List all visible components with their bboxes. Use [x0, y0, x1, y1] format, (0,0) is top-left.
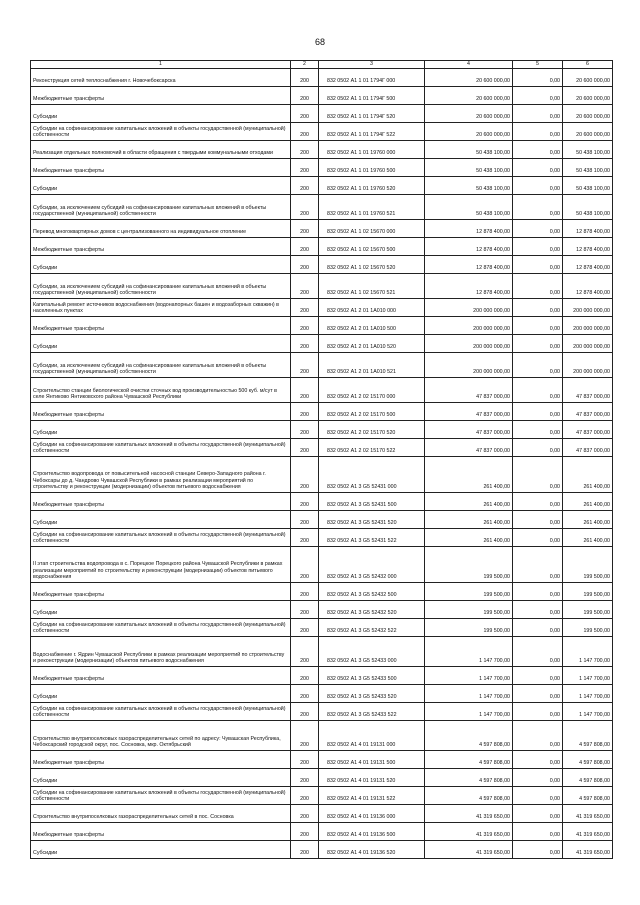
row-total: 261 400,00 — [563, 529, 613, 547]
row-col2: 200 — [291, 69, 319, 87]
row-col2: 200 — [291, 769, 319, 787]
row-name: Перевод многоквартирных домов с централизованного на индивидуальное отопление — [31, 220, 291, 238]
table-row — [31, 141, 613, 159]
row-total: 1 147 700,00 — [563, 667, 613, 685]
table-row — [31, 583, 613, 601]
row-total: 200 000 000,00 — [563, 353, 613, 378]
row-code: 832 0502 А1 3 G5 52431 520 — [319, 511, 425, 529]
row-amount: 199 500,00 — [425, 601, 513, 619]
row-col5: 0,00 — [513, 841, 563, 859]
row-amount: 200 000 000,00 — [425, 299, 513, 317]
table-row — [31, 177, 613, 195]
row-col2: 200 — [291, 141, 319, 159]
row-amount: 261 400,00 — [425, 511, 513, 529]
row-col5: 0,00 — [513, 105, 563, 123]
row-amount: 200 000 000,00 — [425, 335, 513, 353]
row-code: 832 0502 А1 2 01 1А010 500 — [319, 317, 425, 335]
row-name: Межбюджетные трансферты — [31, 667, 291, 685]
row-amount: 50 438 100,00 — [425, 177, 513, 195]
row-name: Капитальный ремонт источников водоснабжения (водонапорных башен и водозаборных скважин) в населенных пунктах — [31, 299, 291, 317]
row-col2: 200 — [291, 105, 319, 123]
row-name: Субсидии на софинансирование капитальных вложений в объекты государственной (муниципальной) собственности — [31, 123, 291, 141]
row-name: Субсидии — [31, 421, 291, 439]
row-amount: 12 878 400,00 — [425, 220, 513, 238]
row-col2: 200 — [291, 721, 319, 751]
row-col2: 200 — [291, 583, 319, 601]
row-amount: 41 319 650,00 — [425, 805, 513, 823]
row-amount: 20 600 000,00 — [425, 123, 513, 141]
row-total: 200 000 000,00 — [563, 299, 613, 317]
row-total: 41 319 650,00 — [563, 823, 613, 841]
row-col2: 200 — [291, 238, 319, 256]
row-total: 50 438 100,00 — [563, 159, 613, 177]
row-code: 832 0502 А1 4 01 19131 522 — [319, 787, 425, 805]
row-col5: 0,00 — [513, 177, 563, 195]
row-name: Субсидии, за исключением субсидий на софинансирование капитальных вложений в объекты государственной (муниципальной) собственности — [31, 195, 291, 220]
row-col2: 200 — [291, 421, 319, 439]
table-row — [31, 769, 613, 787]
row-code: 832 0502 А1 2 01 1А010 000 — [319, 299, 425, 317]
row-total: 4 597 808,00 — [563, 751, 613, 769]
row-code: 832 0502 А1 1 01 19760 521 — [319, 195, 425, 220]
table-row — [31, 619, 613, 637]
row-total: 1 147 700,00 — [563, 637, 613, 667]
row-col5: 0,00 — [513, 141, 563, 159]
row-amount: 4 597 808,00 — [425, 769, 513, 787]
table-row — [31, 457, 613, 493]
row-col2: 200 — [291, 317, 319, 335]
row-name: Межбюджетные трансферты — [31, 493, 291, 511]
row-code: 832 0502 А1 1 01 1794Г 000 — [319, 69, 425, 87]
row-code: 832 0502 А1 3 G5 52433 500 — [319, 667, 425, 685]
row-col5: 0,00 — [513, 195, 563, 220]
row-code: 832 0502 А1 4 01 19136 520 — [319, 841, 425, 859]
row-col2: 200 — [291, 87, 319, 105]
row-total: 199 500,00 — [563, 547, 613, 583]
row-code: 832 0502 А1 3 G5 52432 000 — [319, 547, 425, 583]
row-total: 12 878 400,00 — [563, 274, 613, 299]
row-code: 832 0502 А1 1 02 15670 521 — [319, 274, 425, 299]
row-name: Субсидии, за исключением субсидий на софинансирование капитальных вложений в объекты государственной (муниципальной) собственности — [31, 353, 291, 378]
row-col5: 0,00 — [513, 378, 563, 403]
row-code: 832 0502 А1 3 G5 52432 520 — [319, 601, 425, 619]
row-total: 47 837 000,00 — [563, 421, 613, 439]
row-name: Межбюджетные трансферты — [31, 238, 291, 256]
table-row — [31, 195, 613, 220]
row-code: 832 0502 А1 1 02 15670 000 — [319, 220, 425, 238]
row-name: Межбюджетные трансферты — [31, 751, 291, 769]
row-col2: 200 — [291, 547, 319, 583]
row-amount: 1 147 700,00 — [425, 637, 513, 667]
table-row — [31, 105, 613, 123]
row-col2: 200 — [291, 493, 319, 511]
row-name: Межбюджетные трансферты — [31, 317, 291, 335]
row-col5: 0,00 — [513, 439, 563, 457]
table-row — [31, 841, 613, 859]
row-name: Субсидии — [31, 685, 291, 703]
table-row — [31, 220, 613, 238]
row-code: 832 0502 А1 4 01 19136 000 — [319, 805, 425, 823]
row-code: 832 0502 А1 2 01 1А010 521 — [319, 353, 425, 378]
table-row — [31, 493, 613, 511]
row-col5: 0,00 — [513, 335, 563, 353]
row-amount: 41 319 650,00 — [425, 841, 513, 859]
row-total: 4 597 808,00 — [563, 787, 613, 805]
row-total: 1 147 700,00 — [563, 703, 613, 721]
row-code: 832 0502 А1 3 G5 52433 522 — [319, 703, 425, 721]
row-total: 1 147 700,00 — [563, 685, 613, 703]
row-col2: 200 — [291, 256, 319, 274]
row-name: Субсидии на софинансирование капитальных вложений в объекты государственной (муниципальной) собственности — [31, 529, 291, 547]
row-col5: 0,00 — [513, 787, 563, 805]
row-col5: 0,00 — [513, 619, 563, 637]
row-col5: 0,00 — [513, 353, 563, 378]
row-col5: 0,00 — [513, 69, 563, 87]
table-row — [31, 439, 613, 457]
table-row — [31, 403, 613, 421]
row-name: Субсидии — [31, 841, 291, 859]
row-code: 832 0502 А1 3 G5 52433 000 — [319, 637, 425, 667]
row-col5: 0,00 — [513, 637, 563, 667]
row-total: 50 438 100,00 — [563, 177, 613, 195]
row-code: 832 0502 А1 4 01 19131 000 — [319, 721, 425, 751]
row-col5: 0,00 — [513, 274, 563, 299]
row-name: Строительство внутрипоселковых газораспределительных сетей в пос. Сосновка — [31, 805, 291, 823]
row-total: 41 319 650,00 — [563, 841, 613, 859]
row-col2: 200 — [291, 439, 319, 457]
row-amount: 261 400,00 — [425, 457, 513, 493]
row-col2: 200 — [291, 511, 319, 529]
row-amount: 4 597 808,00 — [425, 721, 513, 751]
row-col2: 200 — [291, 841, 319, 859]
row-col5: 0,00 — [513, 511, 563, 529]
row-col5: 0,00 — [513, 256, 563, 274]
row-col5: 0,00 — [513, 493, 563, 511]
row-name: Реализация отдельных полномочий в области обращения с твердыми коммунальными отходами — [31, 141, 291, 159]
row-amount: 261 400,00 — [425, 493, 513, 511]
row-col5: 0,00 — [513, 403, 563, 421]
row-col2: 200 — [291, 529, 319, 547]
row-name: Межбюджетные трансферты — [31, 403, 291, 421]
row-name: Строительство станции биологической очистки сточных вод производительностью 500 куб. м/сут в селе Янтиково Янтиковского района Чувашской Республики — [31, 378, 291, 403]
table-row — [31, 721, 613, 751]
row-col5: 0,00 — [513, 220, 563, 238]
table-row — [31, 353, 613, 378]
table-row — [31, 159, 613, 177]
table-row — [31, 421, 613, 439]
row-col2: 200 — [291, 457, 319, 493]
row-name: Субсидии — [31, 769, 291, 787]
table-row — [31, 685, 613, 703]
row-code: 832 0502 А1 1 01 19760 000 — [319, 141, 425, 159]
table-row — [31, 703, 613, 721]
table-row — [31, 511, 613, 529]
row-code: 832 0502 А1 1 01 1794Г 520 — [319, 105, 425, 123]
row-name: Субсидии на софинансирование капитальных вложений в объекты государственной (муниципальной) собственности — [31, 703, 291, 721]
row-name: Межбюджетные трансферты — [31, 823, 291, 841]
row-col5: 0,00 — [513, 769, 563, 787]
row-col2: 200 — [291, 637, 319, 667]
table-row — [31, 823, 613, 841]
row-total: 261 400,00 — [563, 511, 613, 529]
table-row — [31, 667, 613, 685]
row-code: 832 0502 А1 2 02 15170 522 — [319, 439, 425, 457]
row-col5: 0,00 — [513, 547, 563, 583]
row-name: Межбюджетные трансферты — [31, 159, 291, 177]
row-col2: 200 — [291, 601, 319, 619]
row-col2: 200 — [291, 159, 319, 177]
row-col5: 0,00 — [513, 238, 563, 256]
row-code: 832 0502 А1 1 01 19760 520 — [319, 177, 425, 195]
row-name: Субсидии, за исключением субсидий на софинансирование капитальных вложений в объекты государственной (муниципальной) собственности — [31, 274, 291, 299]
row-code: 832 0502 А1 1 02 15670 500 — [319, 238, 425, 256]
row-total: 47 837 000,00 — [563, 378, 613, 403]
header-col-4: 4 — [425, 61, 513, 69]
row-name: Межбюджетные трансферты — [31, 87, 291, 105]
row-code: 832 0502 А1 4 01 19136 500 — [319, 823, 425, 841]
row-total: 50 438 100,00 — [563, 141, 613, 159]
row-code: 832 0502 А1 3 G5 52431 000 — [319, 457, 425, 493]
row-name: Межбюджетные трансферты — [31, 583, 291, 601]
row-amount: 50 438 100,00 — [425, 141, 513, 159]
row-total: 4 597 808,00 — [563, 769, 613, 787]
row-total: 261 400,00 — [563, 493, 613, 511]
page-number: 68 — [314, 37, 325, 47]
row-code: 832 0502 А1 4 01 19131 520 — [319, 769, 425, 787]
header-col-3: 3 — [319, 61, 425, 69]
row-name: II этап строительства водопровода в с. Порецкое Порецкого района Чувашской Республики в рамках реализации мероприятий по строительству и реконструкции (модернизации) объектов питьевого водоснабжения — [31, 547, 291, 583]
row-amount: 50 438 100,00 — [425, 195, 513, 220]
row-name: Субсидии — [31, 177, 291, 195]
row-col5: 0,00 — [513, 317, 563, 335]
row-code: 832 0502 А1 1 02 15670 520 — [319, 256, 425, 274]
row-code: 832 0502 А1 4 01 19131 500 — [319, 751, 425, 769]
row-total: 200 000 000,00 — [563, 317, 613, 335]
row-col2: 200 — [291, 299, 319, 317]
row-col2: 200 — [291, 805, 319, 823]
table-row — [31, 601, 613, 619]
row-total: 199 500,00 — [563, 619, 613, 637]
row-col2: 200 — [291, 335, 319, 353]
header-col-5: 5 — [513, 61, 563, 69]
row-name: Субсидии на софинансирование капитальных вложений в объекты государственной (муниципальной) собственности — [31, 619, 291, 637]
table-row — [31, 529, 613, 547]
table-row — [31, 805, 613, 823]
row-amount: 1 147 700,00 — [425, 667, 513, 685]
row-total: 41 319 650,00 — [563, 805, 613, 823]
table-row — [31, 123, 613, 141]
row-code: 832 0502 А1 1 01 1794Г 500 — [319, 87, 425, 105]
row-col2: 200 — [291, 685, 319, 703]
row-col5: 0,00 — [513, 87, 563, 105]
table-row — [31, 637, 613, 667]
row-col5: 0,00 — [513, 703, 563, 721]
row-col2: 200 — [291, 667, 319, 685]
row-col2: 200 — [291, 195, 319, 220]
row-code: 832 0502 А1 3 G5 52431 522 — [319, 529, 425, 547]
row-total: 20 600 000,00 — [563, 123, 613, 141]
header-col-1: 1 — [31, 61, 291, 69]
row-col2: 200 — [291, 378, 319, 403]
row-total: 12 878 400,00 — [563, 238, 613, 256]
row-name: Реконструкция сетей теплоснабжения г. Новочебоксарска — [31, 69, 291, 87]
row-name: Субсидии на софинансирование капитальных вложений в объекты государственной (муниципальной) собственности — [31, 787, 291, 805]
row-total: 199 500,00 — [563, 601, 613, 619]
row-col5: 0,00 — [513, 529, 563, 547]
budget-table — [30, 60, 613, 859]
row-name: Субсидии — [31, 335, 291, 353]
row-col2: 200 — [291, 220, 319, 238]
row-name: Строительство водопровода от повысительной насосной станции Северо-Западного района г. Чебоксары до д. Чандрово Чувашской Республики в рамках реализации мероприятий по строительству и реконструкции (модернизации) объектов питьевого водоснабжения — [31, 457, 291, 493]
row-code: 832 0502 А1 2 01 1А010 520 — [319, 335, 425, 353]
row-code: 832 0502 А1 1 01 19760 500 — [319, 159, 425, 177]
row-amount: 200 000 000,00 — [425, 353, 513, 378]
row-total: 20 600 000,00 — [563, 105, 613, 123]
budget-table-body — [31, 61, 613, 859]
row-col2: 200 — [291, 403, 319, 421]
row-col2: 200 — [291, 619, 319, 637]
row-code: 832 0502 А1 3 G5 52431 500 — [319, 493, 425, 511]
row-amount: 261 400,00 — [425, 529, 513, 547]
row-amount: 20 600 000,00 — [425, 105, 513, 123]
header-row — [31, 61, 613, 69]
row-col5: 0,00 — [513, 583, 563, 601]
row-total: 4 597 808,00 — [563, 721, 613, 751]
table-row — [31, 256, 613, 274]
row-amount: 12 878 400,00 — [425, 238, 513, 256]
table-row — [31, 378, 613, 403]
row-total: 47 837 000,00 — [563, 439, 613, 457]
row-col2: 200 — [291, 177, 319, 195]
row-col2: 200 — [291, 353, 319, 378]
table-row — [31, 87, 613, 105]
row-amount: 20 600 000,00 — [425, 69, 513, 87]
row-amount: 199 500,00 — [425, 583, 513, 601]
table-row — [31, 317, 613, 335]
row-total: 50 438 100,00 — [563, 195, 613, 220]
table-row — [31, 547, 613, 583]
row-col5: 0,00 — [513, 721, 563, 751]
row-col5: 0,00 — [513, 805, 563, 823]
row-total: 20 600 000,00 — [563, 87, 613, 105]
row-col2: 200 — [291, 703, 319, 721]
row-amount: 50 438 100,00 — [425, 159, 513, 177]
row-col5: 0,00 — [513, 123, 563, 141]
row-amount: 41 319 650,00 — [425, 823, 513, 841]
row-name: Субсидии — [31, 601, 291, 619]
row-amount: 47 837 000,00 — [425, 378, 513, 403]
table-row — [31, 69, 613, 87]
row-name: Субсидии на софинансирование капитальных вложений в объекты государственной (муниципальной) собственности — [31, 439, 291, 457]
row-amount: 200 000 000,00 — [425, 317, 513, 335]
table-row — [31, 299, 613, 317]
table-row — [31, 274, 613, 299]
header-col-6: 6 — [563, 61, 613, 69]
header-col-2: 2 — [291, 61, 319, 69]
row-code: 832 0502 А1 3 G5 52432 500 — [319, 583, 425, 601]
row-amount: 199 500,00 — [425, 547, 513, 583]
row-col2: 200 — [291, 274, 319, 299]
row-amount: 199 500,00 — [425, 619, 513, 637]
row-col5: 0,00 — [513, 667, 563, 685]
row-amount: 12 878 400,00 — [425, 274, 513, 299]
row-amount: 47 837 000,00 — [425, 439, 513, 457]
row-amount: 20 600 000,00 — [425, 87, 513, 105]
row-name: Строительство внутрипоселковых газораспределительных сетей по адресу: Чувашская Республика, Чебоксарский городской округ, пос. Сосновка, мкр. Октябрьский — [31, 721, 291, 751]
row-amount: 4 597 808,00 — [425, 787, 513, 805]
row-amount: 1 147 700,00 — [425, 703, 513, 721]
row-total: 200 000 000,00 — [563, 335, 613, 353]
row-name: Субсидии — [31, 105, 291, 123]
table-row — [31, 751, 613, 769]
row-total: 12 878 400,00 — [563, 220, 613, 238]
row-amount: 12 878 400,00 — [425, 256, 513, 274]
row-name: Субсидии — [31, 511, 291, 529]
row-code: 832 0502 А1 2 02 15170 000 — [319, 378, 425, 403]
row-col2: 200 — [291, 787, 319, 805]
row-amount: 47 837 000,00 — [425, 421, 513, 439]
row-col5: 0,00 — [513, 457, 563, 493]
row-amount: 4 597 808,00 — [425, 751, 513, 769]
row-total: 199 500,00 — [563, 583, 613, 601]
row-code: 832 0502 А1 2 02 15170 500 — [319, 403, 425, 421]
row-col2: 200 — [291, 823, 319, 841]
row-col5: 0,00 — [513, 685, 563, 703]
row-name: Водоснабжение г. Ядрин Чувашской Республики в рамках реализации мероприятий по строительству и реконструкции (модернизации) объектов питьевого водоснабжения — [31, 637, 291, 667]
table-row — [31, 335, 613, 353]
row-amount: 1 147 700,00 — [425, 685, 513, 703]
row-total: 261 400,00 — [563, 457, 613, 493]
row-total: 12 878 400,00 — [563, 256, 613, 274]
row-col5: 0,00 — [513, 751, 563, 769]
row-code: 832 0502 А1 2 02 15170 520 — [319, 421, 425, 439]
row-code: 832 0502 А1 3 G5 52432 522 — [319, 619, 425, 637]
table-row — [31, 787, 613, 805]
row-col5: 0,00 — [513, 601, 563, 619]
row-col5: 0,00 — [513, 421, 563, 439]
table-row — [31, 238, 613, 256]
row-col5: 0,00 — [513, 299, 563, 317]
row-col5: 0,00 — [513, 159, 563, 177]
row-code: 832 0502 А1 3 G5 52433 520 — [319, 685, 425, 703]
row-col2: 200 — [291, 123, 319, 141]
row-total: 20 600 000,00 — [563, 69, 613, 87]
row-amount: 47 837 000,00 — [425, 403, 513, 421]
row-col2: 200 — [291, 751, 319, 769]
row-total: 47 837 000,00 — [563, 403, 613, 421]
row-code: 832 0502 А1 1 01 1794Г 522 — [319, 123, 425, 141]
row-col5: 0,00 — [513, 823, 563, 841]
row-name: Субсидии — [31, 256, 291, 274]
